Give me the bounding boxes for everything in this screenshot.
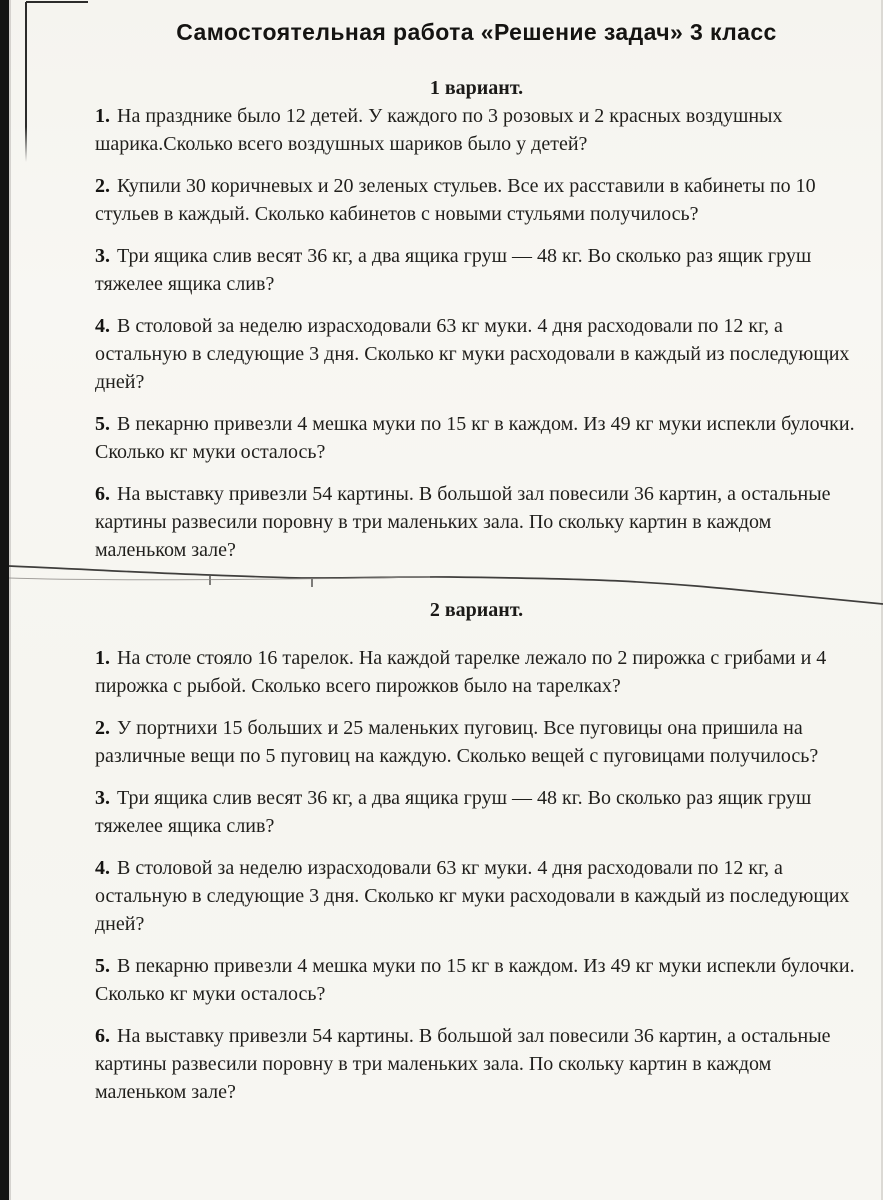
- problem: [95, 102, 858, 158]
- problem-number: 3.: [95, 787, 110, 809]
- problem: [95, 480, 858, 564]
- problem-text: У портнихи 15 больших и 25 маленьких пуговиц. Все пуговицы она пришила на различные вещи по 5 пуговиц на каждую. Сколько вещей с пуговицами получилось?: [95, 717, 819, 767]
- problem-number: 5.: [95, 955, 110, 977]
- problem-number: 1.: [95, 105, 110, 127]
- problem-text: Три ящика слив весят 36 кг, а два ящика груш — 48 кг. Во сколько раз ящик груш тяжелее ящика слив?: [95, 245, 812, 295]
- problem: [95, 784, 858, 840]
- problem-number: 4.: [95, 315, 110, 337]
- problem-text: На столе стояло 16 тарелок. На каждой тарелке лежало по 2 пирожка с грибами и 4 пирожка с рыбой. Сколько всего пирожков было на тарелках?: [95, 647, 827, 697]
- variant-2-problems: [95, 644, 858, 1106]
- problem-number: 4.: [95, 857, 110, 879]
- problem-text: На празднике было 12 детей. У каждого по 3 розовых и 2 красных воздушных шарика.Сколько всего воздушных шариков было у детей?: [95, 105, 783, 155]
- variant-1-heading: 1 вариант.: [429, 77, 524, 99]
- problem-number: 3.: [95, 245, 110, 267]
- problem: [95, 172, 858, 228]
- problem: [95, 1022, 858, 1106]
- problem: [95, 952, 858, 1008]
- worksheet-title: Самостоятельная работа «Решение задач» 3 класс: [176, 19, 777, 45]
- problem: [95, 714, 858, 770]
- problem-text: Три ящика слив весят 36 кг, а два ящика груш — 48 кг. Во сколько раз ящик груш тяжелее ящика слив?: [95, 787, 812, 837]
- problem-text: В пекарню привезли 4 мешка муки по 15 кг в каждом. Из 49 кг муки испекли булочки. Сколько кг муки осталось?: [95, 413, 855, 463]
- problem: [95, 854, 858, 938]
- problem-text: На выставку привезли 54 картины. В большой зал повесили 36 картин, а остальные картины развесили поровну в три маленьких зала. По скольку картин в каждом маленьком зале?: [95, 483, 831, 561]
- problem-text: В пекарню привезли 4 мешка муки по 15 кг в каждом. Из 49 кг муки испекли булочки. Сколько кг муки осталось?: [95, 955, 855, 1005]
- problem-number: 5.: [95, 413, 110, 435]
- problem: [95, 312, 858, 396]
- problem-number: 2.: [95, 175, 110, 197]
- problem-text: В столовой за неделю израсходовали 63 кг муки. 4 дня расходовали по 12 кг, а остальную в следующие 3 дня. Сколько кг муки расходовали в каждый из последующих дней?: [95, 857, 850, 935]
- problem-text: Купили 30 коричневых и 20 зеленых стульев. Все их расставили в кабинеты по 10 стульев в каждый. Сколько кабинетов с новыми стульями получилось?: [95, 175, 816, 225]
- variant-1-problems: [95, 102, 858, 564]
- variant-2-heading: 2 вариант.: [429, 599, 524, 621]
- problem-number: 6.: [95, 1025, 110, 1047]
- problem-number: 2.: [95, 717, 110, 739]
- problem-number: 1.: [95, 647, 110, 669]
- problem: [95, 242, 858, 298]
- problem-number: 6.: [95, 483, 110, 505]
- problem-text: На выставку привезли 54 картины. В большой зал повесили 36 картин, а остальные картины развесили поровну в три маленьких зала. По скольку картин в каждом маленьком зале?: [95, 1025, 831, 1103]
- problem-text: В столовой за неделю израсходовали 63 кг муки. 4 дня расходовали по 12 кг, а остальную в следующие 3 дня. Сколько кг муки расходовали в каждый из последующих дней?: [95, 315, 850, 393]
- problem: [95, 410, 858, 466]
- problem: [95, 644, 858, 700]
